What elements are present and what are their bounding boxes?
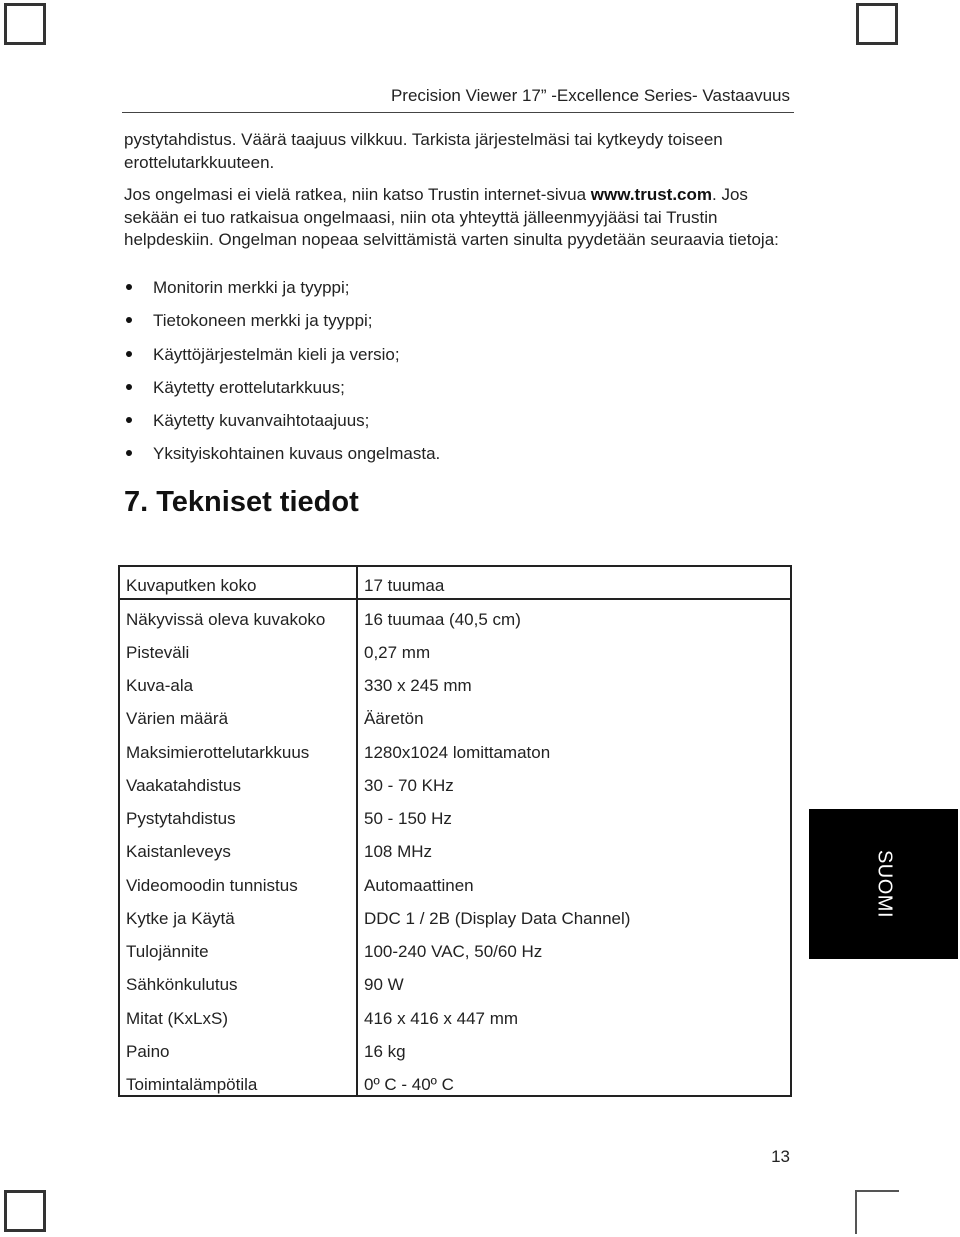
spec-label: Mitat (KxLxS) <box>126 1008 229 1028</box>
spec-label: Videomoodin tunnistus <box>126 875 298 895</box>
spec-value: 108 MHz <box>364 842 433 862</box>
spec-label: Pystytahdistus <box>126 809 236 828</box>
spec-label: Tulojännite <box>126 942 209 961</box>
paragraph-intro: pystytahdistus. Väärä taajuus vilkkuu. Tarkista järjestelmäsi tai kytkeydy toiseen erottelutarkkuuteen. <box>124 130 723 172</box>
table-row <box>120 866 790 899</box>
list-item-text: Tietokoneen merkki ja tyyppi; <box>153 311 373 331</box>
spec-label: Paino <box>126 1041 170 1061</box>
spec-value: 0º C - 40º C <box>364 1075 454 1094</box>
table-row <box>120 700 790 733</box>
table-row <box>120 634 790 667</box>
spec-label: Kaistanleveys <box>126 842 231 862</box>
paragraph-support <box>124 184 804 252</box>
spec-label: Vaakatahdistus <box>126 775 241 795</box>
spec-value: 1280x1024 lomittamaton <box>364 742 551 762</box>
bullet-icon <box>126 450 132 456</box>
spec-label: Maksimierottelutarkkuus <box>126 742 310 762</box>
crop-mark-bottom-right <box>855 1190 899 1234</box>
table-row <box>120 1066 790 1099</box>
crop-mark-bottom-left <box>4 1190 46 1232</box>
spec-value: 50 - 150 Hz <box>364 809 452 828</box>
spec-value: 17 tuumaa <box>364 576 445 596</box>
spec-label: Sähkönkulutus <box>126 975 238 995</box>
bullet-icon <box>126 317 132 323</box>
trust-website-link[interactable]: www.trust.com <box>590 185 712 204</box>
table-row <box>120 600 790 633</box>
list-item-text: Monitorin merkki ja tyyppi; <box>153 278 350 297</box>
spec-label: Kuvaputken koko <box>126 576 257 596</box>
bullet-icon <box>126 351 132 357</box>
spec-label: Toimintalämpötila <box>126 1075 258 1094</box>
paragraph-support-text-1: Jos ongelmasi ei vielä ratkea, niin katso Trustin internet-sivua <box>124 185 591 204</box>
table-row <box>120 966 790 999</box>
spec-label: Värien määrä <box>126 709 229 729</box>
spec-value: 0,27 mm <box>364 642 431 662</box>
page-number: 13 <box>771 1147 790 1166</box>
bullet-icon <box>126 384 132 390</box>
spec-value: DDC 1 / 2B (Display Data Channel) <box>364 908 631 928</box>
list-item-text: Käyttöjärjestelmän kieli ja versio; <box>153 344 400 364</box>
spec-value: Ääretön <box>364 709 424 729</box>
table-row <box>120 800 790 833</box>
page-header-title: Precision Viewer 17” -Excellence Series- Vastaavuus <box>390 86 790 105</box>
list-item-text: Käytetty kuvanvaihtotaajuus; <box>153 411 370 431</box>
list-item-text: Käytetty erottelutarkkuus; <box>153 377 345 397</box>
table-row <box>120 733 790 766</box>
spec-value: Automaattinen <box>364 875 474 895</box>
list-item <box>124 311 440 344</box>
crop-mark-top-left <box>4 3 46 45</box>
spec-value: 330 x 245 mm <box>364 676 472 695</box>
table-row <box>120 933 790 966</box>
language-tab-label: SUOMI <box>873 849 895 919</box>
spec-label: Näkyvissä oleva kuvakoko <box>126 609 326 629</box>
header-divider <box>122 112 794 113</box>
list-item-text: Yksityiskohtainen kuvaus ongelmasta. <box>153 444 441 464</box>
table-row <box>120 567 790 600</box>
spec-value: 16 tuumaa (40,5 cm) <box>364 609 521 629</box>
language-tab <box>809 809 958 959</box>
spec-value: 100-240 VAC, 50/60 Hz <box>364 942 543 961</box>
spec-value: 16 kg <box>364 1041 406 1061</box>
crop-mark-top-right <box>856 3 898 45</box>
spec-label: Pisteväli <box>126 642 190 662</box>
spec-value: 416 x 416 x 447 mm <box>364 1008 519 1028</box>
spec-label: Kytke ja Käytä <box>126 908 235 928</box>
spec-value: 30 - 70 KHz <box>364 775 454 795</box>
section-title: 7. Tekniset tiedot <box>124 486 359 518</box>
table-row <box>120 900 790 933</box>
table-row <box>120 767 790 800</box>
table-row <box>120 833 790 866</box>
table-row <box>120 999 790 1032</box>
spec-table <box>118 565 792 1097</box>
spec-value: 90 W <box>364 975 404 995</box>
list-item <box>124 378 440 411</box>
list-item <box>124 444 440 477</box>
list-item <box>124 278 440 311</box>
bullet-icon <box>126 284 132 290</box>
table-row <box>120 667 790 700</box>
spec-label: Kuva-ala <box>126 676 194 695</box>
list-item <box>124 345 440 378</box>
table-row <box>120 1033 790 1066</box>
paragraph-support-text-2: . Jos sekään ei tuo ratkaisua ongelmaasi, niin ota yhteyttä jälleenmyyjääsi tai Trustin helpdeskiin. Ongelman nopeaa selvittämistä varten sinulta pyydetään seuraavia tietoja: <box>124 185 779 249</box>
required-info-list <box>124 278 440 478</box>
list-item <box>124 411 440 444</box>
bullet-icon <box>126 417 132 423</box>
